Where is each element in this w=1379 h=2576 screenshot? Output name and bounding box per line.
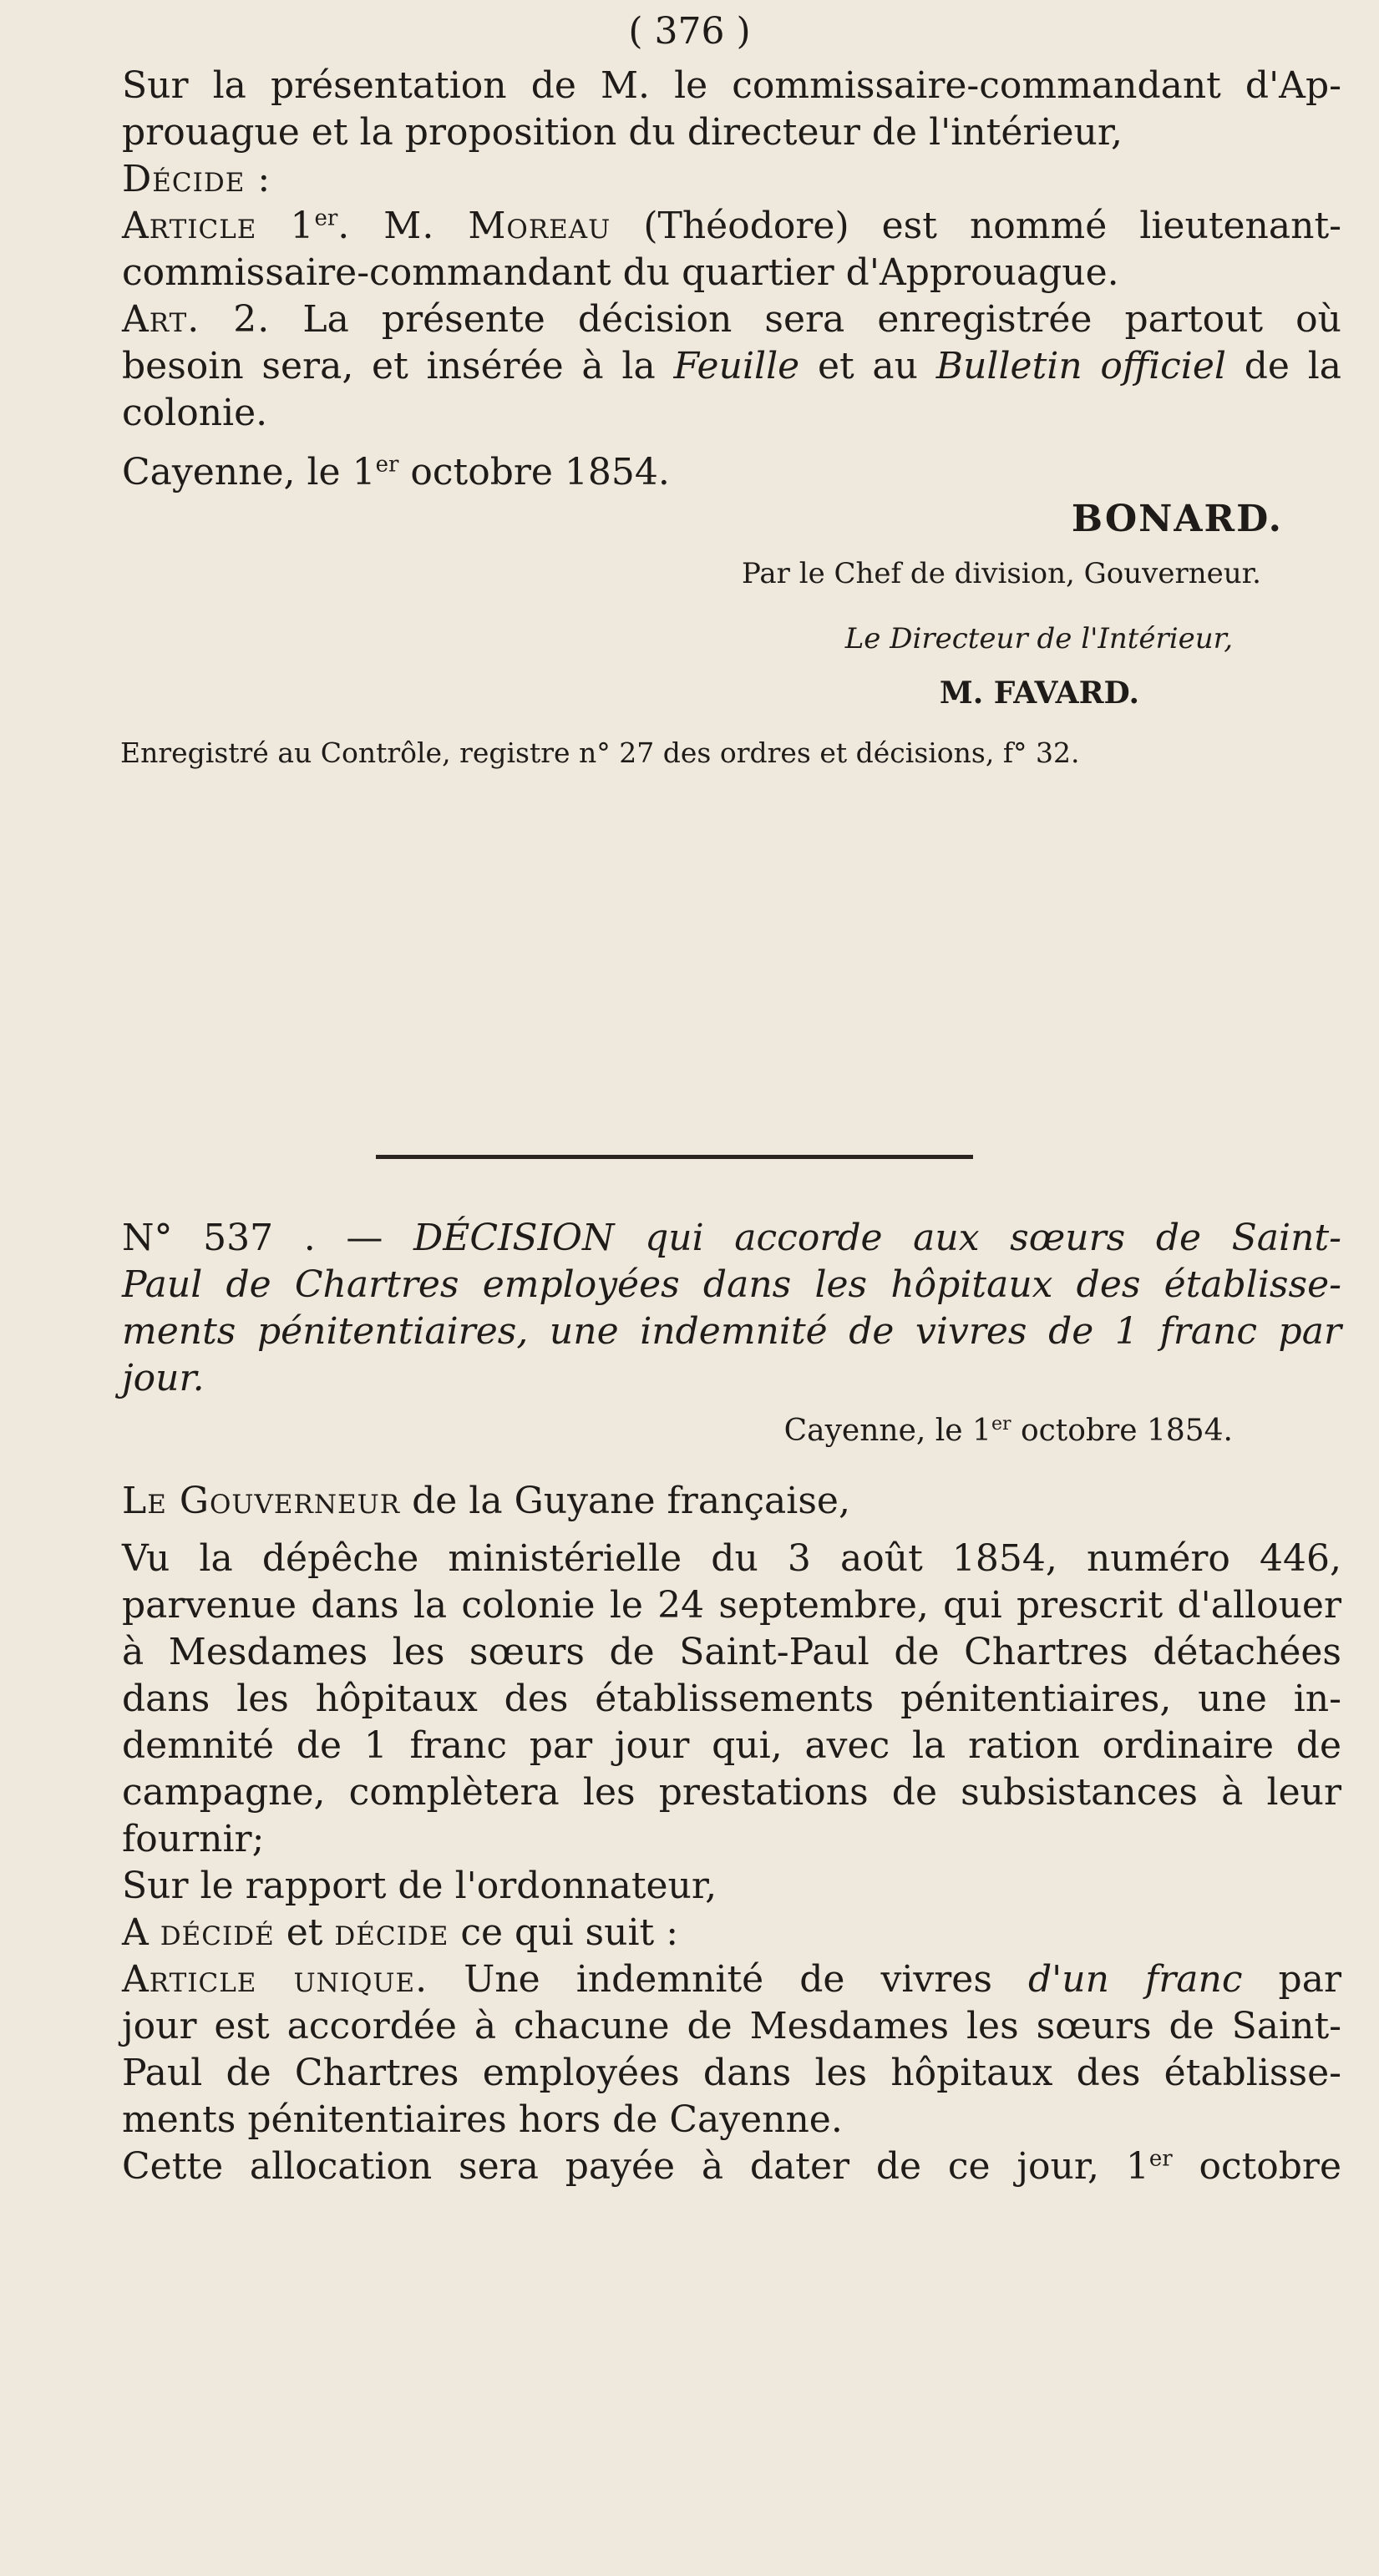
vu-line-7: fournir;	[122, 1818, 265, 1860]
article-unique-label: Article unique.	[122, 1958, 428, 2001]
chef-de-division: Par le Chef de division, Gouverneur.	[742, 557, 1261, 590]
rapport-line: Sur le rapport de l'ordonnateur,	[122, 1865, 717, 1907]
decision-heading-line-4: jour.	[122, 1357, 205, 1399]
gouverneur-line: Le Gouverneur de la Guyane française,	[122, 1480, 850, 1522]
intro-line-1: Sur la présentation de M. le commissaire-commandant d'Ap-	[122, 64, 1341, 107]
article-unique-line-1: Article unique. Une indemnité de vivres d'un franc par	[122, 1958, 1341, 2001]
allocation-line: Cette allocation sera payée à dater de ce jour, 1er octobre	[122, 2145, 1342, 2188]
vu-line-5: demnité de 1 franc par jour qui, avec la ration ordinaire de	[122, 1724, 1341, 1767]
date-line-1: Cayenne, le 1er octobre 1854.	[122, 451, 670, 493]
article-1-name: . M. Moreau	[337, 205, 611, 247]
vu-line-3: à Mesdames les sœurs de Saint-Paul de Chartres détachées	[122, 1631, 1341, 1673]
article-2-line-2: besoin sera, et insérée à la Feuille et au Bulletin officiel de la	[122, 345, 1342, 387]
vu-line-2: parvenue dans la colonie le 24 septembre, qui prescrit d'allouer	[122, 1584, 1341, 1627]
decide-heading: Décide :	[122, 158, 271, 200]
decision-number: N° 537 . —	[122, 1217, 413, 1259]
decision-heading-line-3: ments pénitentiaires, une indemnité de vivres de 1 franc par	[122, 1310, 1341, 1353]
article-unique-line-3: Paul de Chartres employées dans les hôpitaux des établisse-	[122, 2052, 1341, 2094]
article-1-line-2: commissaire-commandant du quartier d'Approuague.	[122, 251, 1119, 294]
article-unique-line-2: jour est accordée à chacune de Mesdames les sœurs de Saint-	[122, 2005, 1341, 2047]
article-2-line-3: colonie.	[122, 392, 268, 434]
article-unique-line-4: ments pénitentiaires hors de Cayenne.	[122, 2098, 843, 2141]
article-1-label: Article 1	[122, 205, 315, 247]
decision-date: Cayenne, le 1er octobre 1854.	[783, 1414, 1233, 1448]
article-2-line-1: Art. 2. La présente décision sera enregistrée partout où	[122, 298, 1341, 341]
signature-bonard: BONARD.	[1071, 498, 1283, 540]
a-decide-line: A décidé et décide ce qui suit :	[122, 1911, 679, 1954]
directeur-interieur: Le Directeur de l'Intérieur,	[844, 622, 1233, 655]
registration-note: Enregistré au Contrôle, registre n° 27 des ordres et décisions, f° 32.	[120, 736, 1080, 769]
article-1-line-1: Article 1er. M. Moreau (Théodore) est nommé lieutenant-	[122, 205, 1341, 247]
article-2-label: Art. 2.	[122, 298, 271, 341]
vu-line-6: campagne, complètera les prestations de subsistances à leur	[122, 1771, 1341, 1814]
decision-heading-line-1: N° 537 . — DÉCISION qui accorde aux sœurs de Saint-	[122, 1217, 1341, 1259]
section-divider	[376, 1155, 973, 1159]
vu-line-1: Vu la dépêche ministérielle du 3 août 1854, numéro 446,	[122, 1537, 1341, 1580]
vu-line-4: dans les hôpitaux des établissements pénitentiaires, une in-	[122, 1678, 1341, 1720]
signature-favard: M. FAVARD.	[939, 676, 1139, 711]
page-number: ( 376 )	[628, 10, 751, 53]
decision-heading-line-2: Paul de Chartres employées dans les hôpitaux des établisse-	[122, 1263, 1341, 1306]
intro-line-2: prouague et la proposition du directeur de l'intérieur,	[122, 111, 1123, 154]
